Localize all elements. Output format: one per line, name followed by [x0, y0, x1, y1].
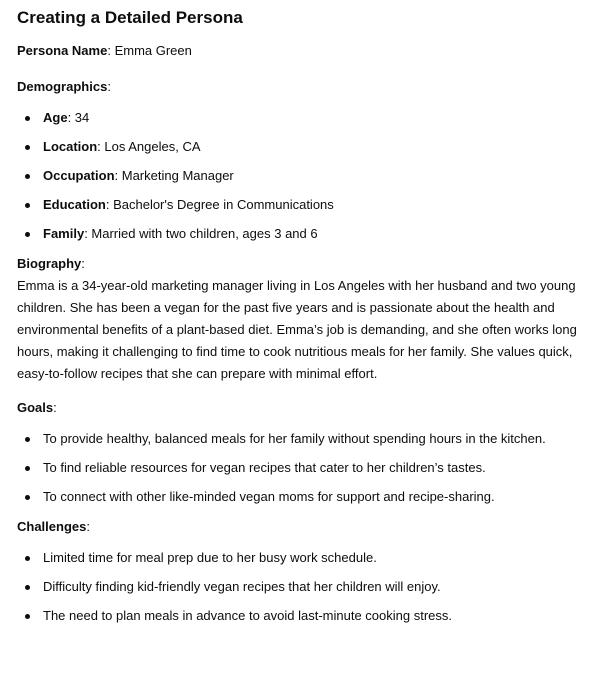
bullet-icon [25, 466, 30, 471]
bullet-icon [25, 585, 30, 590]
bullet-icon [25, 145, 30, 150]
persona-name-row: Persona Name: Emma Green [17, 43, 192, 58]
demographics-heading: Demographics: [17, 79, 111, 94]
persona-name-value: Emma Green [114, 43, 192, 58]
list-item: Occupation: Marketing Manager [17, 166, 583, 186]
list-item: The need to plan meals in advance to avoid last-minute cooking stress. [17, 606, 583, 626]
bullet-icon [25, 614, 30, 619]
list-item: To provide healthy, balanced meals for her family without spending hours in the kitchen. [17, 429, 583, 449]
bullet-icon [25, 437, 30, 442]
page-title: Creating a Detailed Persona [17, 8, 243, 27]
list-item: Education: Bachelor's Degree in Communications [17, 195, 583, 215]
list-item: Difficulty finding kid-friendly vegan recipes that her children will enjoy. [17, 577, 583, 597]
biography-heading: Biography: [17, 256, 85, 271]
goals-heading: Goals: [17, 400, 57, 415]
biography-text: Emma is a 34-year-old marketing manager living in Los Angeles with her husband and two young children. She has been a vegan for the past five years and is passionate about the health and environmental benefits of a plant-based diet. Emma’s job is demanding, and she often works long hours, making it challenging to find time to cook nutritious meals for her family. She values quick, easy-to-follow recipes that she can prepare with minimal effort. [17, 278, 577, 381]
persona-name-label: Persona Name [17, 43, 108, 58]
bullet-icon [25, 174, 30, 179]
bullet-icon [25, 495, 30, 500]
list-item: Age: 34 [17, 108, 583, 128]
list-item: To find reliable resources for vegan recipes that cater to her children’s tastes. [17, 458, 583, 478]
goals-list [17, 429, 583, 507]
bullet-icon [25, 556, 30, 561]
demographics-list [17, 108, 583, 244]
bullet-icon [25, 232, 30, 237]
list-item: To connect with other like-minded vegan moms for support and recipe-sharing. [17, 487, 583, 507]
list-item: Family: Married with two children, ages 3 and 6 [17, 224, 583, 244]
challenges-heading: Challenges: [17, 519, 90, 534]
list-item: Limited time for meal prep due to her busy work schedule. [17, 548, 583, 568]
list-item: Location: Los Angeles, CA [17, 137, 583, 157]
challenges-list [17, 548, 583, 626]
bullet-icon [25, 116, 30, 121]
bullet-icon [25, 203, 30, 208]
